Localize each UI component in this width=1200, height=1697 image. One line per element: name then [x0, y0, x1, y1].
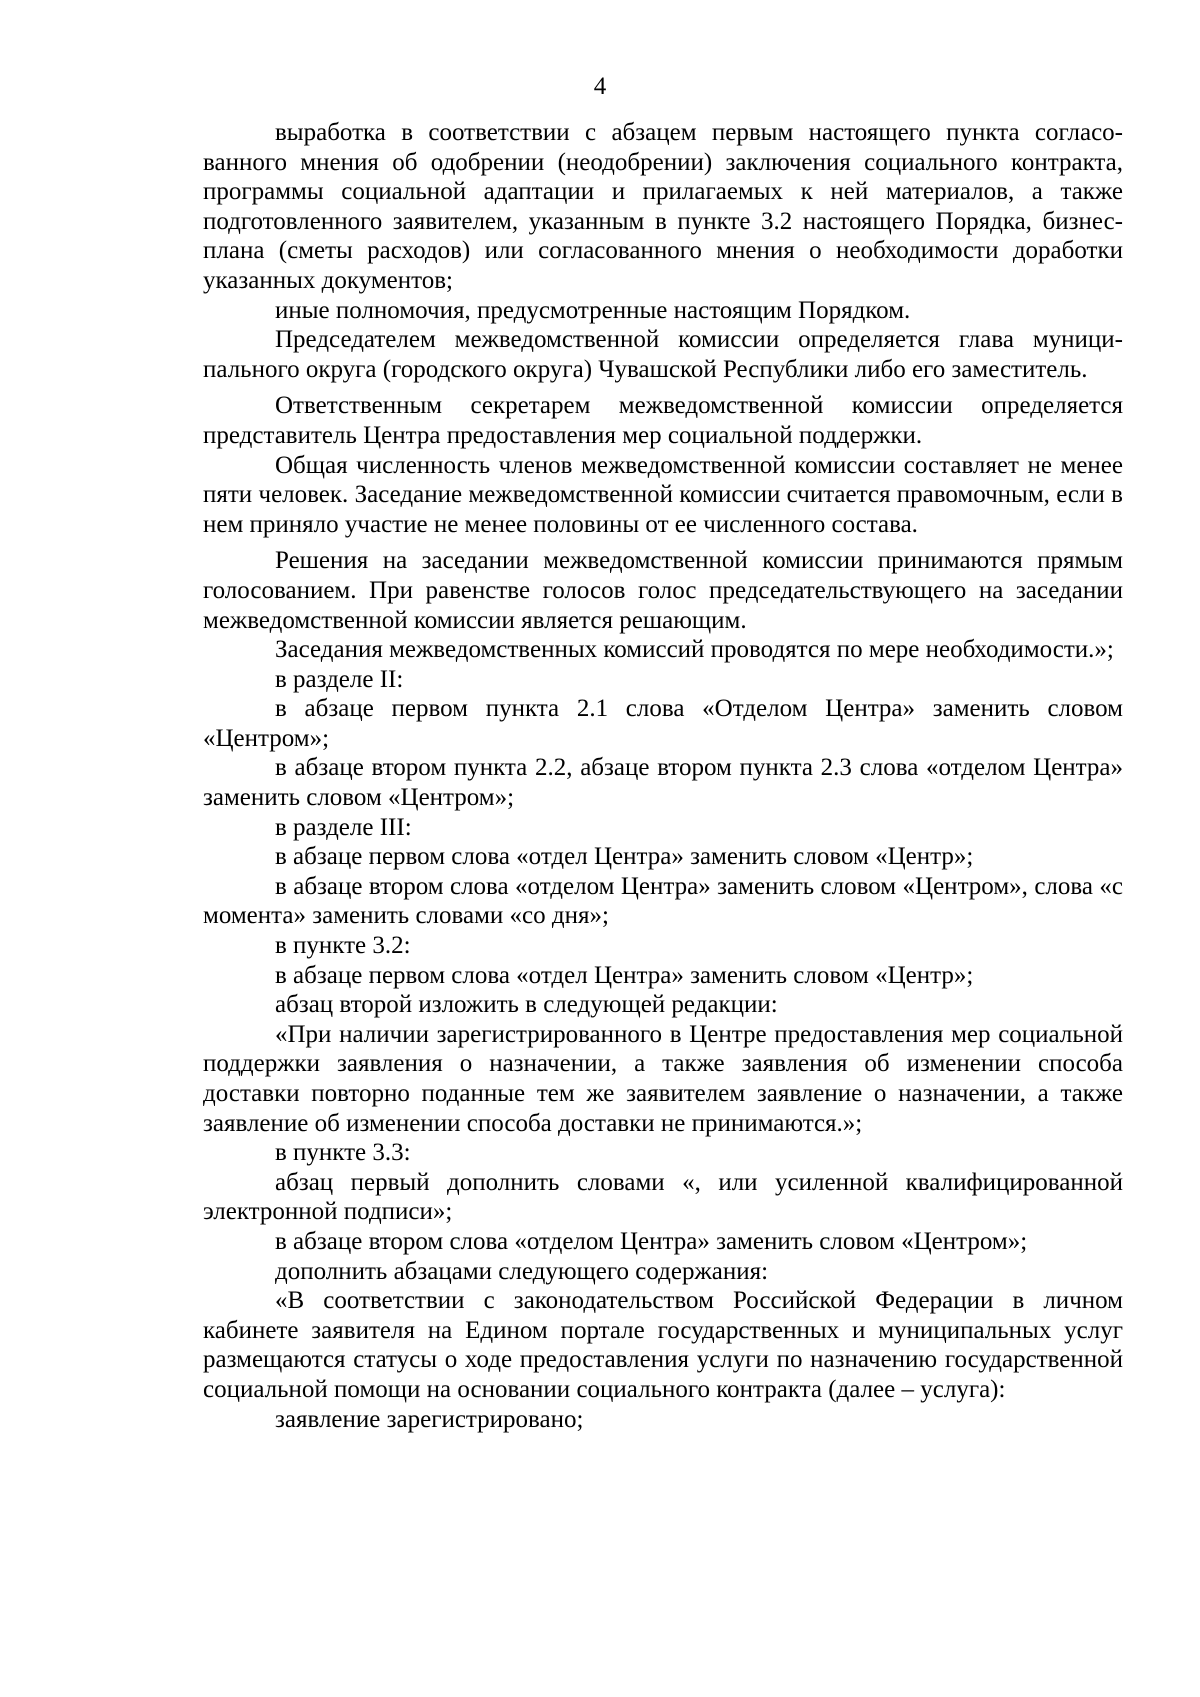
page-number: 4: [593, 73, 607, 100]
paragraph: заявление зарегистрировано;: [275, 1405, 584, 1433]
paragraph: в абзаце первом пункта 2.1 слова «Отделом Центра» заменить словом «Центром»;: [203, 695, 1123, 752]
paragraph: в абзаце первом слова «отдел Центра» заменить словом «Центр»;: [275, 843, 974, 871]
paragraph: в абзаце втором пункта 2.2, абзаце втором пункта 2.3 слова «отделом Центра» заменить словом «Центром»;: [203, 754, 1123, 812]
paragraph: в пункте 3.2:: [275, 932, 411, 960]
paragraph: выработка в соответствии с абзацем первым настоящего пункта согласованного мнения об одобрении (неодобрении) заключения социального контракта, программы социальной адаптации и прилагаемых к ней материалов, а также подготовленного заявителем, указанным в пункте 3.2 настоящего Порядка, бизнес-плана (сметы расходов) или согласованного мнения о необходимости доработки указанных документов;: [203, 119, 1123, 294]
paragraph: в абзаце втором слова «отделом Центра» заменить словом «Центром»;: [275, 1227, 1028, 1255]
paragraph: Решения на заседании межведомственной комиссии принимаются прямым голосованием. При равенстве голосов голос председательствующего на заседании межведомственной комиссии является решающим.: [203, 547, 1123, 634]
paragraph: Председателем межведомственной комиссии определяется глава муниципального округа (городского округа) Чувашской Республики либо его заместитель.: [203, 326, 1123, 383]
paragraph: «При наличии зарегистрированного в Центре предоставления мер социальной поддержки заявления о назначении, а также заявления об изменении способа доставки повторно поданные тем же заявителем заявление о назначении, а также заявление об изменении способа доставки не принимаются.»;: [203, 1020, 1123, 1137]
paragraph: в разделе II:: [275, 665, 404, 693]
paragraph: «В соответствии с законодательством Российской Федерации в личном кабинете заявителя на Едином портале государственных и муниципальных услуг размещаются статусы о ходе предоставления услуги по назначению государственной социальной помощи на основании социального контракта (далее – услуга):: [203, 1287, 1123, 1403]
paragraph: в разделе III:: [275, 813, 412, 841]
document-body: [203, 118, 1123, 1434]
paragraph: в абзаце первом слова «отдел Центра» заменить словом «Центр»;: [275, 961, 974, 989]
paragraph: дополнить абзацами следующего содержания:: [275, 1257, 769, 1285]
paragraph: абзац первый дополнить словами «, или усиленной квалифицированной электронной подписи»;: [203, 1168, 1123, 1226]
paragraph: в пункте 3.3:: [275, 1139, 411, 1167]
paragraph: абзац второй изложить в следующей редакции:: [275, 991, 778, 1019]
paragraph: Общая численность членов межведомственной комиссии составляет не менее пяти человек. Заседание межведомственной комиссии считается правомочным, если в нем приняло участие не менее половины от ее численного состава.: [203, 451, 1123, 538]
paragraph: Заседания межведомственных комиссий проводятся по мере необходимости.»;: [275, 636, 1114, 664]
paragraph: в абзаце втором слова «отделом Центра» заменить словом «Центром», слова «с момента» заменить словами «со дня»;: [203, 872, 1123, 930]
paragraph: Ответственным секретарем межведомственной комиссии определяется представитель Центра предоставления мер социальной поддержки.: [203, 392, 1123, 449]
paragraph: иные полномочия, предусмотренные настоящим Порядком.: [275, 296, 911, 324]
